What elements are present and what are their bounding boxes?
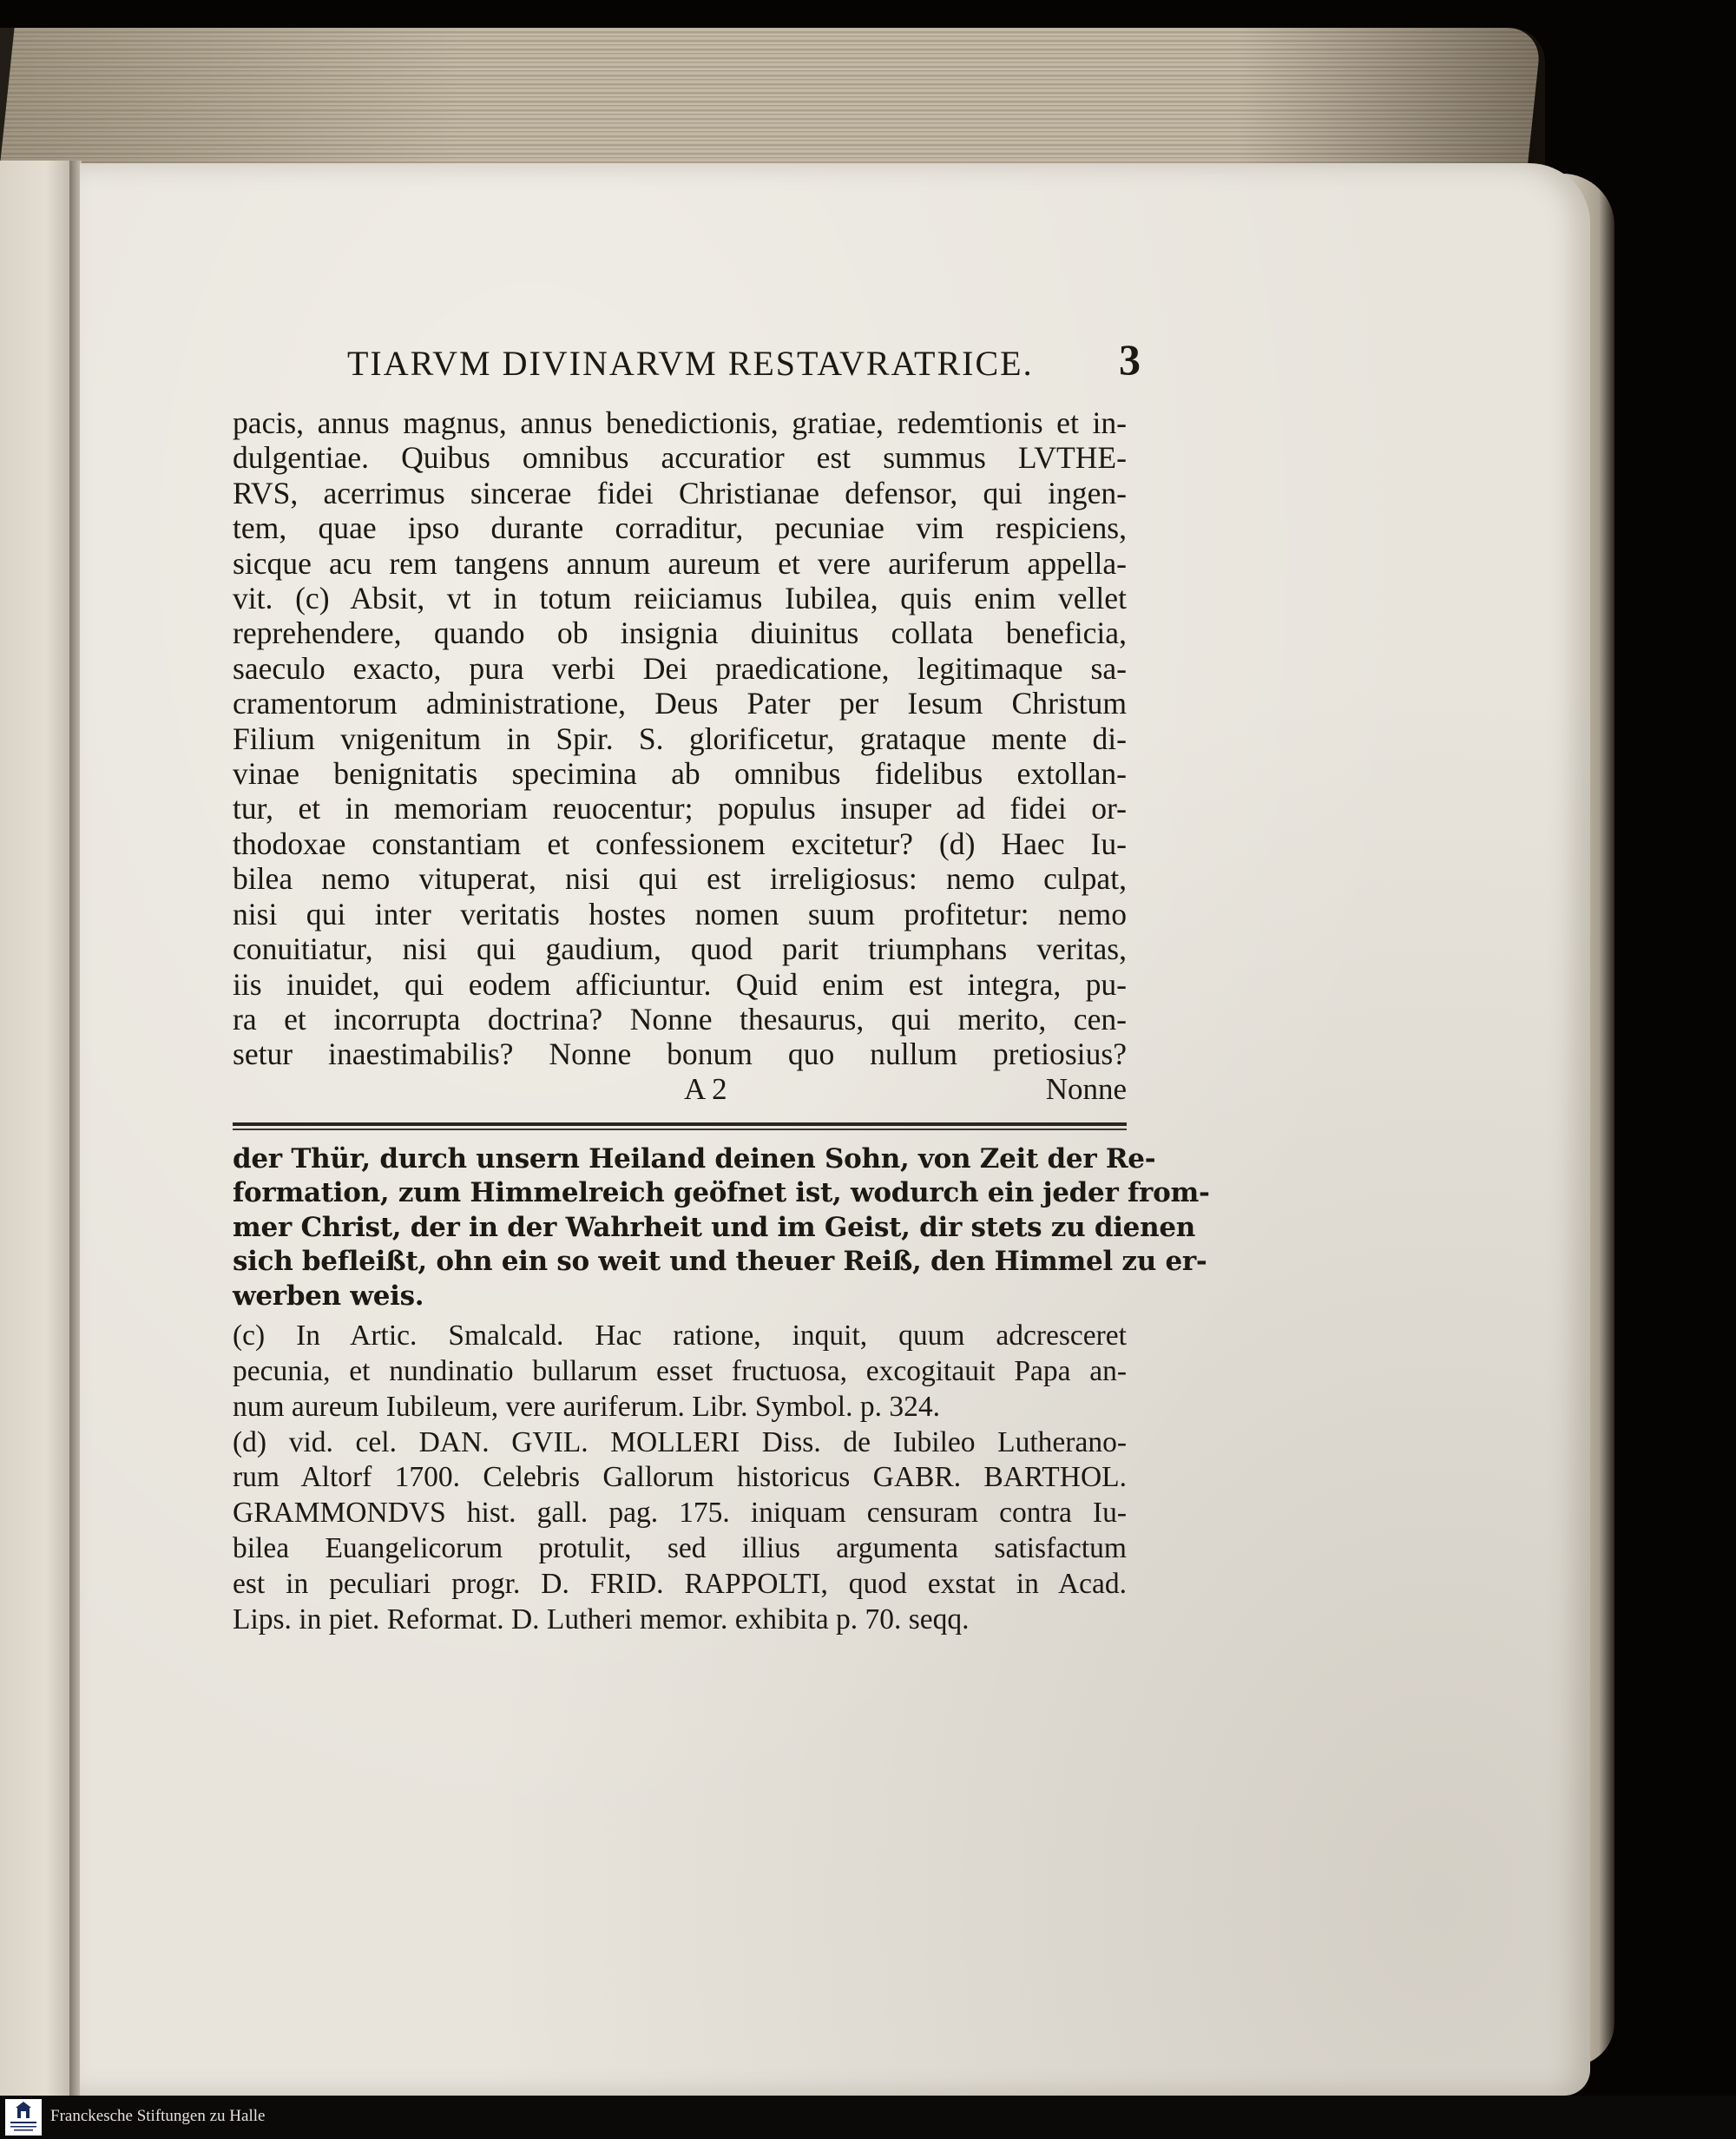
footnote-line: (d) vid. cel. DAN. GVIL. MOLLERI Diss. de Iubileo Lutherano- [233,1425,1127,1458]
page-text-block [233,334,1210,1637]
catch-line [233,1072,1127,1109]
footnote-line: est in peculiari progr. D. FRID. RAPPOLTI, quod exstat in Acad. [233,1567,1127,1600]
body-line: saeculo exacto, pura verbi Dei praedicatione, legitimaque sa- [233,650,1127,686]
footnote-rule [233,1122,1127,1126]
body-line: setur inaestimabilis? Nonne bonum quo nullum pretiosius? [233,1037,1127,1072]
footnotes [233,1319,1127,1637]
body-line: vinae benignitatis specimina ab omnibus fidelibus extollan- [233,756,1127,792]
body-line: cramentorum administratione, Deus Pater per Iesum Christum [233,686,1127,721]
body-line: RVS, acerrimus sincerae fidei Christianae defensor, qui ingen- [233,475,1127,510]
footnote-rule-thin [233,1129,1127,1130]
body-line: reprehendere, quando ob insignia diuinitus collata beneficia, [233,615,1127,651]
page-number: 3 [1119,335,1142,384]
footnote-line: GRAMMONDVS hist. gall. pag. 175. iniquam censuram contra Iu- [233,1497,1127,1530]
body-line: tur, et in memoriam reuocentur; populus insuper ad fidei or- [233,791,1127,826]
body-line: pacis, annus magnus, annus benedictionis, gratiae, redemtionis et in- [233,405,1127,440]
fraktur-line: sich befleißt, ohn ein so weit und theuer Reiß, den Himmel zu er- [233,1246,1207,1278]
fraktur-line: formation, zum Himmelreich geöfnet ist, wodurch ein jeder from- [233,1177,1210,1209]
body-line: Filium vnigenitum in Spir. S. glorificetur, grataque mente di- [233,721,1127,756]
fraktur-footnote [233,1142,1210,1314]
body-line: conuitiatur, nisi qui gaudium, quod parit triumphans veritas, [233,931,1127,967]
signature-mark: A 2 [684,1071,727,1106]
franckesche-stiftungen-logo-icon[interactable] [5,2099,42,2136]
left-page-sliver [0,161,76,2096]
body-line: tem, quae ipso durante corraditur, pecuniae vim respiciens, [233,510,1127,546]
body-line: nisi qui inter veritatis hostes nomen suum profitetur: nemo [233,896,1127,931]
fraktur-line: mer Christ, der in der Wahrheit und im Geist, dir stets zu dienen [233,1211,1196,1243]
footnote-line: pecunia, et nundinatio bullarum esset fructuosa, excogitauit Papa an- [233,1355,1127,1388]
body-line: ra et incorrupta doctrina? Nonne thesaurus, qui merito, cen- [233,1001,1127,1037]
footnote-line: Lips. in piet. Reformat. D. Lutheri memor. exhibita p. 70. seqq. [233,1603,970,1636]
body-line: dulgentiae. Quibus omnibus accuratior est summus LVTHE- [233,440,1127,476]
book-edges-shadow [0,28,1545,165]
catchword: Nonne [1045,1071,1127,1106]
running-head [233,334,1142,386]
footnote-line: num aureum Iubileum, vere auriferum. Libr. Symbol. p. 324. [233,1390,940,1423]
body-line: thodoxae constantiam et confessionem excitetur? (d) Haec Iu- [233,826,1127,861]
body-line: bilea nemo vituperat, nisi qui est irreligiosus: nemo culpat, [233,861,1127,897]
footnote-line: (c) In Artic. Smalcald. Hac ratione, inquit, quum adcresceret [233,1320,1127,1353]
footnote-line: bilea Euangelicorum protulit, sed illius argumenta satisfactum [233,1532,1127,1564]
institution-name: Franckesche Stiftungen zu Halle [50,2107,266,2125]
fraktur-line: werben weis. [233,1280,424,1312]
fraktur-line: der Thür, durch unsern Heiland deinen Sohn, von Zeit der Re- [233,1142,1156,1175]
footnote-line: rum Altorf 1700. Celebris Gallorum historicus GABR. BARTHOL. [233,1461,1127,1494]
body-line: vit. (c) Absit, vt in totum reiiciamus Iubilea, quis enim vellet [233,581,1127,616]
running-head-title: TIARVM DIVINARVM RESTAVRATRICE. [347,344,1034,383]
body-text [233,405,1127,1072]
body-line: iis inuidet, qui eodem afficiuntur. Quid enim est integra, pu- [233,966,1127,1002]
footer-bar [0,2096,1736,2139]
body-line: sicque acu rem tangens annum aureum et vere auriferum appella- [233,545,1127,581]
